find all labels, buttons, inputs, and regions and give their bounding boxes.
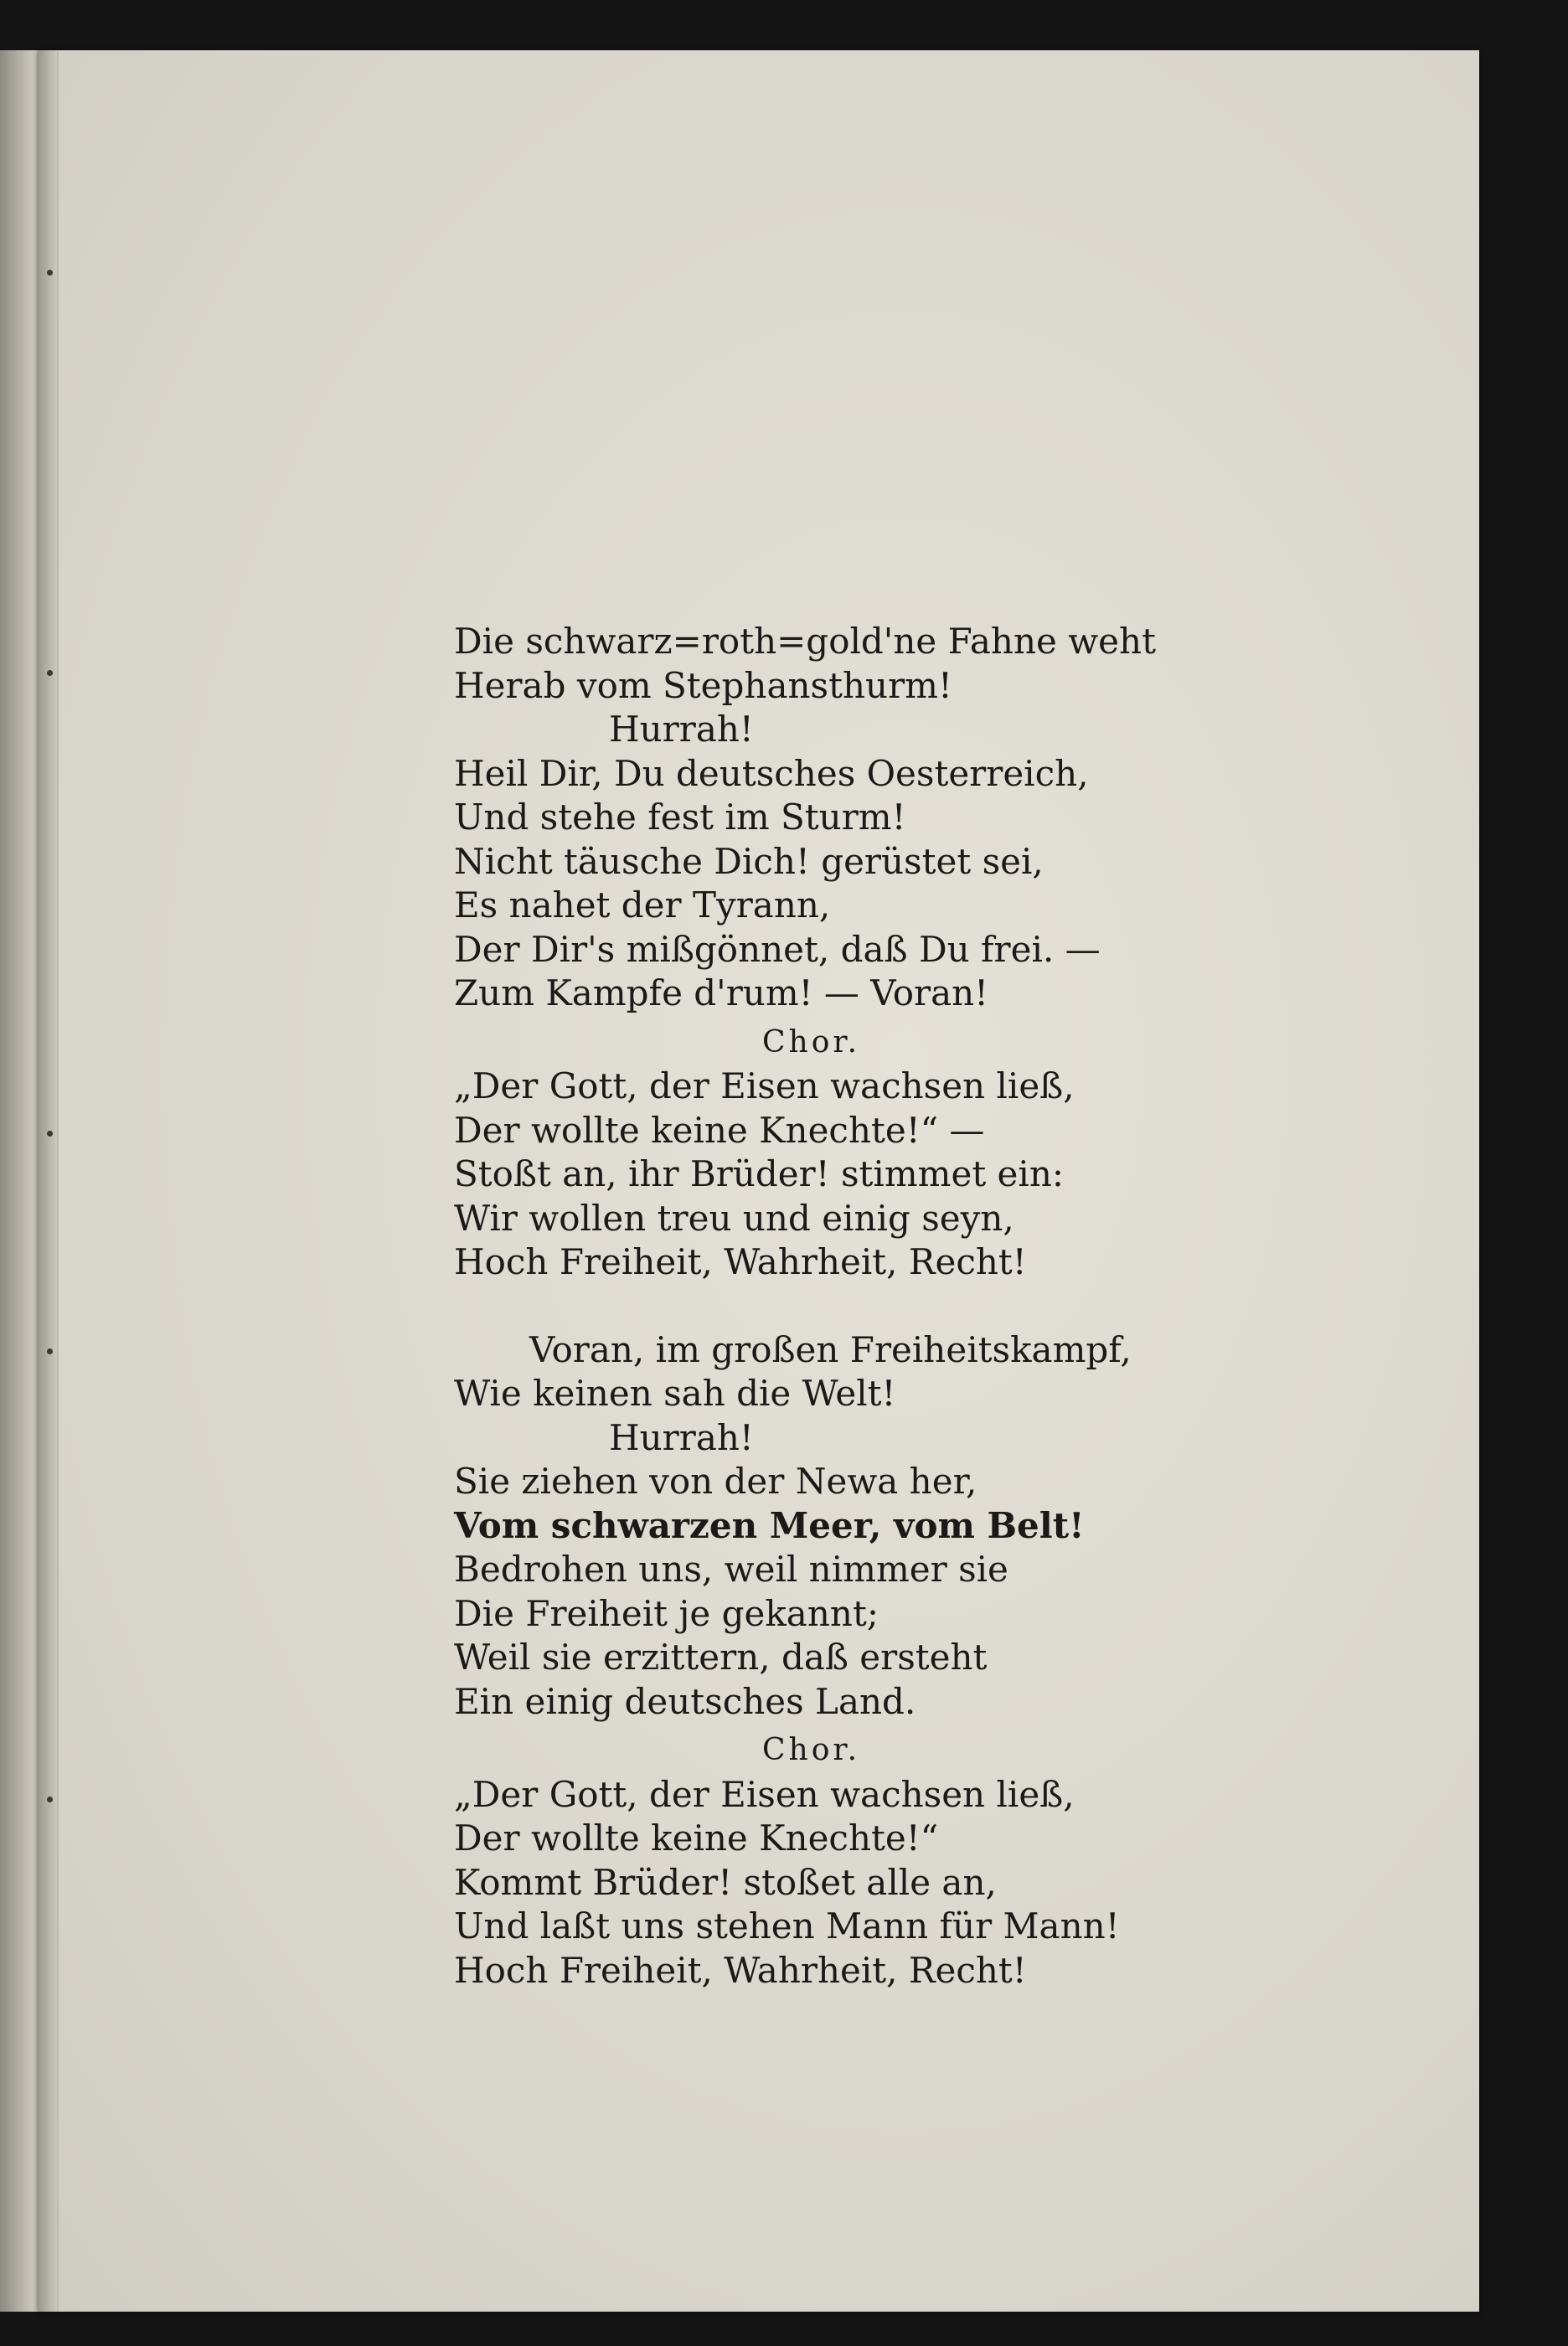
chorus-line: Hoch Freiheit, Wahrheit, Recht! [454,1949,1027,1991]
poem-line: Die schwarz=roth=gold'ne Fahne weht [454,621,1156,662]
poem-line: Voran, im großen Freiheitskampf, [529,1328,1132,1370]
chorus-line: Kommt Brüder! stoßet alle an, [454,1861,997,1903]
chorus-line: „Der Gott, der Eisen wachsen ließ, [454,1773,1075,1815]
chorus-label: Chor. [762,1733,861,1767]
chorus-line: Der wollte keine Knechte!“ [454,1818,939,1859]
page-gutter [39,50,59,2312]
chorus-line: Stoßt an, ihr Brüder! stimmet ein: [454,1153,1065,1194]
binding-mark [47,670,53,676]
poem-line: Nicht täusche Dich! gerüstet sei, [454,840,1044,882]
poem-line: Und stehe fest im Sturm! [454,797,906,838]
stanza-2 [454,1328,1208,1993]
poem-line: Die Freiheit je gekannt; [454,1592,879,1634]
poem-line: Zum Kampfe d'rum! — Voran! [454,972,989,1013]
stanza-spacer [454,1285,1208,1328]
binding-mark [47,270,53,276]
poem-line: Wie keinen sah die Welt! [454,1373,896,1414]
poem-line: Sie ziehen von der Newa her, [454,1461,977,1502]
poem-line: Bedrohen uns, weil nimmer sie [454,1549,1008,1590]
poem-line: Weil sie erzittern, daß ersteht [454,1637,988,1678]
binding-mark [47,1348,53,1354]
poem-line: Ein einig deutsches Land. [454,1680,916,1722]
poem-line: Der Dir's mißgönnet, daß Du frei. — [454,928,1101,970]
binding-mark [47,1797,53,1802]
document-page [39,50,1479,2312]
poem-line: Vom schwarzen Meer, vom Belt! [454,1504,1085,1546]
chorus-line: Hoch Freiheit, Wahrheit, Recht! [454,1241,1027,1282]
chorus-line: Der wollte keine Knechte!“ — [454,1109,985,1151]
chorus-line: Und laßt uns stehen Mann für Mann! [454,1905,1120,1946]
stanza-1 [454,620,1208,1285]
poem [454,620,1208,1993]
poem-line: Herab vom Stephansthurm! [454,664,952,706]
poem-line: Hurrah! [609,1416,754,1458]
chorus-line: Wir wollen treu und einig seyn, [454,1197,1014,1239]
chorus-line: „Der Gott, der Eisen wachsen ließ, [454,1065,1075,1106]
poem-line: Es nahet der Tyrann, [454,884,831,926]
chorus-label: Chor. [762,1024,861,1060]
poem-line: Hurrah! [609,709,754,750]
binding-mark [47,1131,53,1137]
poem-line: Heil Dir, Du deutsches Oesterreich, [454,752,1089,794]
